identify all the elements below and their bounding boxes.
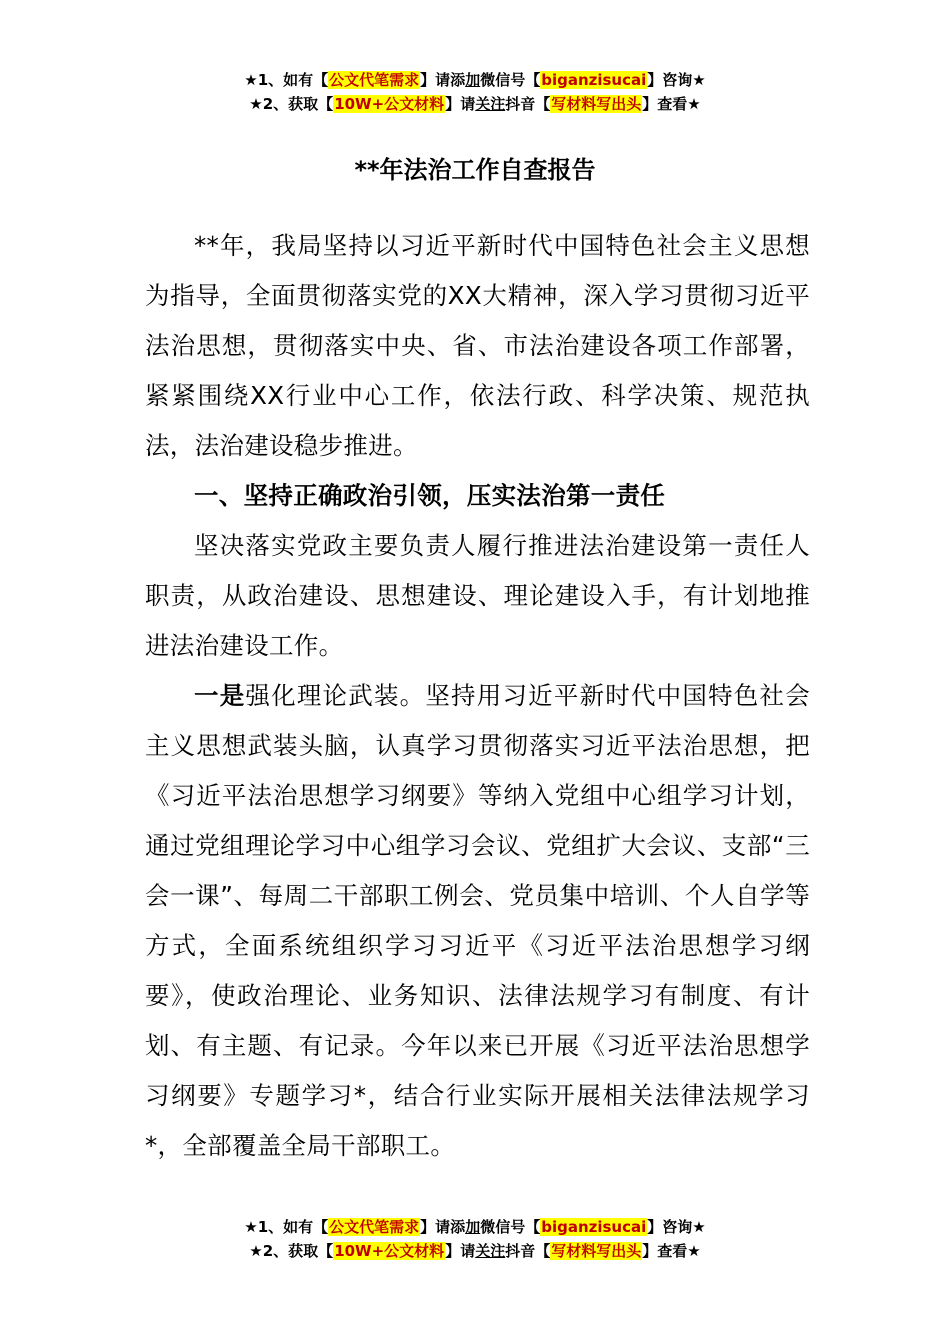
banner-text: ★1、如有【 — [244, 1218, 329, 1236]
paragraph-intro: **年，我局坚持以习近平新时代中国特色社会主义思想为指导，全面贯彻落实党的XX大精神，深入学习贯彻习近平法治思想，贯彻落实中央、省、市法治建设各项工作部署，紧紧围绕XX行业中心工作，依法行政、科学决策、规范执法，法治建设稳步推进。 — [145, 231, 810, 460]
banner-line-1 — [0, 1215, 950, 1239]
header-banner — [0, 68, 950, 116]
section-heading: 一、坚持正确政治引领，压实法治第一责任 — [194, 481, 666, 510]
banner-text: 】请 — [445, 1242, 476, 1260]
banner-text: 】查看★ — [642, 95, 701, 113]
footer-banner — [0, 1215, 950, 1263]
banner-text: 】请 — [445, 95, 476, 113]
banner-highlight: 10W+公文材料 — [334, 1242, 445, 1260]
banner-text: 】请添 — [420, 71, 466, 89]
banner-highlight: 10W+公文材料 — [334, 95, 445, 113]
banner-emphasis: 关注 — [475, 95, 506, 113]
banner-text: ★2、获取【 — [249, 1242, 334, 1260]
banner-line-2 — [0, 92, 950, 116]
banner-line-1 — [0, 68, 950, 92]
banner-text: 抖音【 — [505, 95, 551, 113]
banner-highlight: 写材料写出头 — [551, 95, 642, 113]
banner-line-2 — [0, 1239, 950, 1263]
banner-text: ★1、如有【 — [244, 71, 329, 89]
banner-emphasis: 加 — [465, 71, 481, 89]
banner-text: 】请添 — [420, 1218, 466, 1236]
banner-highlight: biganzisucai — [541, 71, 647, 89]
banner-highlight: biganzisucai — [541, 1218, 647, 1236]
banner-highlight: 公文代笔需求 — [329, 71, 420, 89]
banner-highlight: 公文代笔需求 — [329, 1218, 420, 1236]
banner-emphasis: 加 — [465, 1218, 481, 1236]
banner-text: ★2、获取【 — [249, 95, 334, 113]
point-lead: 一是 — [194, 681, 246, 710]
point-text: 强化理论武装。坚持用习近平新时代中国特色社会主义思想武装头脑，认真学习贯彻落实习近平法治思想，把《习近平法治思想学习纲要》等纳入党组中心组学习计划，通过党组理论学习中心组学习会议、党组扩大会议、支部“三会一课”、每周二干部职工例会、党员集中培训、个人自学等方式，全面系统组织学习习近平《习近平法治思想学习纲要》，使政治理论、业务知识、法律法规学习有制度、有计划、有主题、有记录。今年以来已开展《习近平法治思想学习纲要》专题学习*，结合行业实际开展相关法律法规学习*，全部覆盖全局干部职工。 — [145, 681, 810, 1160]
banner-text: 】查看★ — [642, 1242, 701, 1260]
banner-highlight: 写材料写出头 — [551, 1242, 642, 1260]
paragraph-section-intro: 坚决落实党政主要负责人履行推进法治建设第一责任人职责，从政治建设、思想建设、理论建设入手，有计划地推进法治建设工作。 — [145, 531, 810, 660]
banner-text: 】咨询★ — [647, 71, 706, 89]
document-title: **年法治工作自查报告 — [354, 156, 596, 184]
banner-text: 抖音【 — [505, 1242, 551, 1260]
banner-text: 微信号【 — [480, 71, 541, 89]
banner-text: 】咨询★ — [647, 1218, 706, 1236]
banner-emphasis: 关注 — [475, 1242, 506, 1260]
paragraph-point-one — [145, 671, 810, 1171]
banner-text: 微信号【 — [480, 1218, 541, 1236]
document-body — [145, 221, 810, 1171]
